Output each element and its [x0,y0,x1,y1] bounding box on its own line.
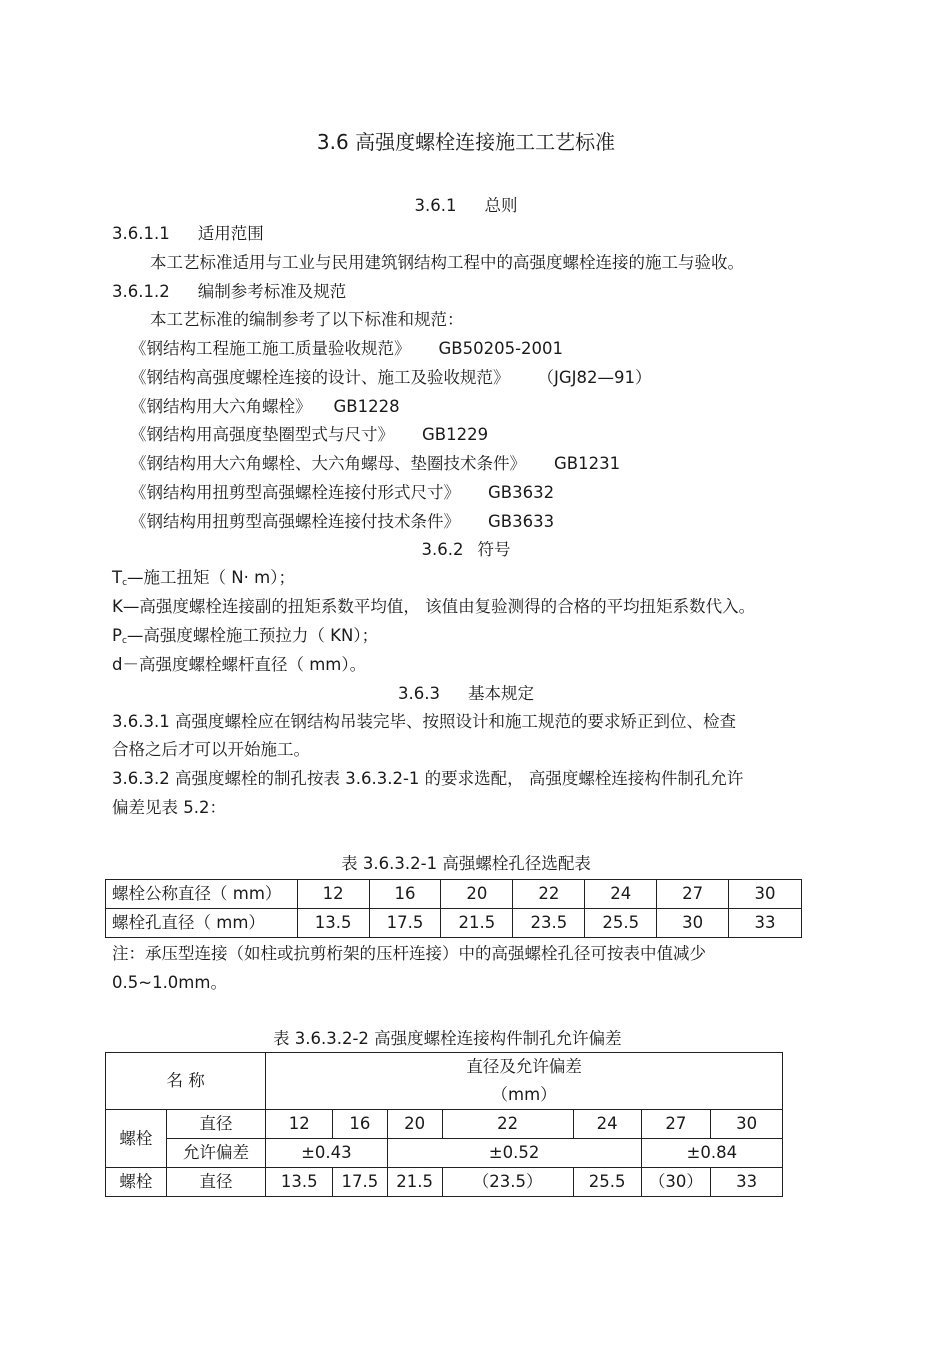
symbol-definition [112,625,378,652]
table-cell: 33 [729,909,802,938]
table-cell: 25.5 [585,909,657,938]
table-cell: 27 [657,880,729,909]
reference-name: 《钢结构用大六角螺栓、大六角螺母、垫圈技术条件》 [130,454,526,473]
table-cell: 22 [513,880,585,909]
rule-paragraph-line: 3.6.3.2 高强度螺栓的制孔按表 3.6.3.2-1 的要求选配， 高强度螺栓连接构件制孔允许 [112,769,744,788]
table-cell: （30） [641,1168,711,1197]
table-cell: 16 [333,1110,387,1139]
hole-tolerance-table [105,1052,783,1197]
symbol-text: —高强度螺栓施工预拉力（ KN）； [126,626,379,645]
section-heading-3-6-1 [0,195,932,217]
reference-name: 《钢结构用扭剪型高强螺栓连接付形式尺寸》 [130,483,460,502]
reference-name: 《钢结构用大六角螺栓》 [130,397,312,416]
rule-paragraph-line: 合格之后才可以开始施工。 [112,740,310,759]
rule-paragraph-line: 偏差见表 5.2： [112,798,226,817]
table-cell: 24 [585,880,657,909]
table1-caption: 表 3.6.3.2-1 高强螺栓孔径选配表 [341,854,591,873]
table-cell: 13.5 [266,1168,333,1197]
reference-name: 《钢结构工程施工施工质量验收规范》 [130,339,411,358]
table-cell: 30 [729,880,802,909]
reference-code: GB1231 [554,454,621,473]
section-number: 3.6.2 [421,540,464,559]
table-cell: 22 [442,1110,573,1139]
symbol-definition [112,567,295,594]
symbol-letter: T [112,568,123,587]
references-intro: 本工艺标准的编制参考了以下标准和规范： [150,310,464,329]
table-cell: 21.5 [441,909,513,938]
section-number: 3.6.1 [414,196,457,215]
symbol-definition: d－高强度螺栓螺杆直径（ mm）。 [112,655,367,674]
symbol-letter: P [112,626,122,645]
table-cell: 25.5 [573,1168,641,1197]
row-label: 允许偏差 [166,1139,265,1168]
reference-item [130,511,554,533]
reference-code: GB50205-2001 [438,339,564,358]
reference-code: （JGJ82—91） [537,368,652,387]
reference-name: 《钢结构用高强度垫圈型式与尺寸》 [130,425,394,444]
row-label: 直径 [166,1168,265,1197]
table-cell: ±0.52 [387,1139,641,1168]
row-label: 螺栓公称直径（ mm） [106,880,298,909]
table-row [106,1168,783,1197]
reference-code: GB1229 [422,425,489,444]
section-label: 符号 [477,540,511,559]
table-cell: 33 [711,1168,783,1197]
scope-paragraph: 本工艺标准适用与工业与民用建筑钢结构工程中的高强度螺栓连接的施工与验收。 [150,253,744,272]
table-cell: （23.5） [442,1168,573,1197]
header-unit: （mm） [266,1081,783,1110]
table-row [106,880,802,909]
table-row [106,1110,783,1139]
section-label: 总则 [484,196,518,215]
subsection-number: 3.6.1.2 [112,282,170,301]
table-cell: 20 [387,1110,442,1139]
reference-item [130,453,620,475]
reference-item [130,338,563,360]
section-label: 基本规定 [467,684,534,703]
table-cell: 30 [711,1110,783,1139]
symbol-text: —施工扭矩（ N· m）； [127,568,295,587]
bolt-group-label: 螺栓 [106,1110,167,1168]
table-cell: 24 [573,1110,641,1139]
rule-paragraph-line: 3.6.3.1 高强度螺栓应在钢结构吊装完毕、按照设计和施工规范的要求矫正到位、检查 [112,712,736,731]
table-cell: 12 [266,1110,333,1139]
symbol-subscript: c [122,578,128,588]
section-number: 3.6.3 [398,684,440,703]
symbol-subscript: c [121,636,127,646]
page-title: 3.6 高强度螺栓连接施工工艺标准 [316,130,616,154]
reference-code: GB3633 [488,512,555,531]
subsection-heading-3-6-1-2 [112,281,346,303]
reference-name: 《钢结构高强度螺栓连接的设计、施工及验收规范》 [130,368,510,387]
row-label: 直径 [166,1110,265,1139]
table1-note: 注：承压型连接（如柱或抗剪桁架的压杆连接）中的高强螺栓孔径可按表中值减少 [112,944,706,963]
table-cell: 12 [297,880,369,909]
reference-item [130,424,488,446]
bolt-hole-table [105,879,802,938]
table-cell: 20 [441,880,513,909]
row-label: 螺栓孔直径（ mm） [106,909,298,938]
subsection-label: 编制参考标准及规范 [197,282,347,301]
reference-code: GB3632 [488,483,555,502]
subsection-number: 3.6.1.1 [112,224,170,243]
subsection-label: 适用范围 [197,224,264,243]
table2-caption: 表 3.6.3.2-2 高强度螺栓连接构件制孔允许偏差 [273,1029,622,1048]
table-cell: ±0.84 [641,1139,782,1168]
section-heading-3-6-2 [0,539,932,561]
hole-group-label: 螺栓 [106,1168,167,1197]
reference-item [130,396,400,418]
table1-note: 0.5~1.0mm。 [112,973,227,992]
table-cell: 27 [641,1110,711,1139]
subsection-heading-3-6-1-1 [112,223,264,245]
table-cell: 21.5 [387,1168,442,1197]
table-cell: 17.5 [369,909,441,938]
table-cell: ±0.43 [266,1139,387,1168]
reference-code: GB1228 [333,397,400,416]
table-cell: 17.5 [333,1168,387,1197]
table-row [106,1139,783,1168]
table-row [106,909,802,938]
section-heading-3-6-3 [0,683,932,705]
symbol-definition: K—高强度螺栓连接副的扭矩系数平均值， 该值由复验测得的合格的平均扭矩系数代入。 [112,597,756,616]
reference-item [130,367,652,389]
table-cell: 13.5 [297,909,369,938]
table-cell: 23.5 [513,909,585,938]
table-header-row [106,1053,783,1082]
header-deviation: 直径及允许偏差 [266,1053,783,1082]
reference-name: 《钢结构用扭剪型高强螺栓连接付技术条件》 [130,512,460,531]
table-cell: 16 [369,880,441,909]
header-name: 名 称 [106,1053,266,1110]
table-cell: 30 [657,909,729,938]
reference-item [130,482,554,504]
